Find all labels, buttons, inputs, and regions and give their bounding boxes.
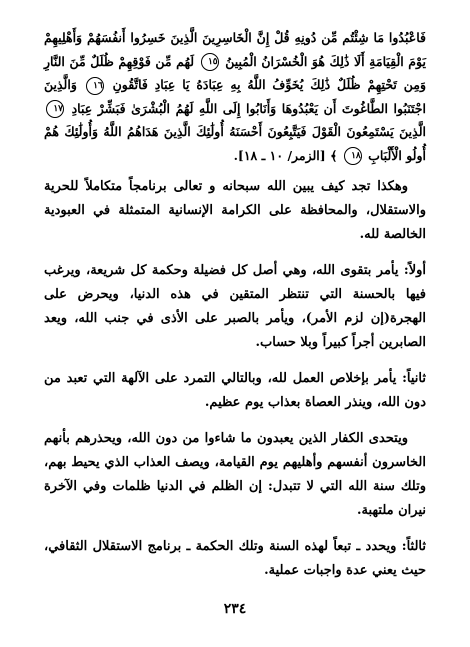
quran-verses [44, 26, 426, 167]
disbelievers-paragraph: ويتحدى الكفار الذين يعبدون ما شاءوا من دون الله، ويحذرهم بأنهم الخاسرون أنفسهم وأهليهم يوم القيامة، ويصف العذاب الذي يحيط بهم، وتلك سنة الله التي لا تتبدل: إن الظلم في الدنيا ظلمات وفي الآخرة نيران ملتهبة. [44, 431, 426, 518]
point-one-paragraph [44, 259, 426, 355]
point-two-text: يأمر بإخلاص العمل لله، وبالتالي التمرد على الآلهة التي تعبد من دون الله، وينذر العصاة بعذاب يوم عظيم. [44, 371, 426, 410]
point-one-text: يأمر بتقوى الله، وهي أصل كل فضيلة وحكمة كل شريعة، ويرغب فيها بالحسنة التي تنتظر المتقين في هذه الدنيا، ويحرض على الهجرة(إن لزم الأمر)، ويأمر بالصبر على الأذى في جنب الله، ويعد الصابرين أجراً كبيراً وبلا حساب. [44, 263, 426, 350]
point-two-lead: ثانياً: [402, 371, 426, 386]
ayah-number-marker: ١٧ [46, 100, 64, 118]
point-two-paragraph [44, 367, 426, 415]
point-one-lead: أولاً: [403, 263, 426, 278]
verse-reference: [الزمر/ ١٠ ـ ١٨]. [233, 147, 326, 163]
ayah-number-marker: ١٦ [86, 77, 104, 95]
verse-segment-4: الَّذِينَ يَسْتَمِعُونَ الْقَوْلَ فَيَتَّبِعُونَ أَحْسَنَهُ أُولَٰئِكَ الَّذِينَ هَدَاهُمُ اللَّهُ وَأُولَٰئِكَ هُمْ أُولُو الْأَلْبَابِ [44, 124, 426, 163]
page-number: ٢٣٤ [223, 601, 247, 617]
verse-segment-1: فَاعْبُدُوا مَا شِئْتُم مِّن دُونِهِ قُلْ إِنَّ الْخَاسِرِينَ الَّذِينَ خَسِرُوا أَنفُسَهُمْ وَأَهْلِيهِمْ يَوْمَ الْقِيَامَةِ أَلَا ذَٰلِكَ هُوَ الْخُسْرَانُ الْمُبِينُ [44, 30, 426, 69]
ayah-number-marker: ١٨ [344, 147, 362, 165]
verse-segment-2: لَهُم مِّن فَوْقِهِمْ ظُلَلٌ مِّنَ النَّارِ وَمِن تَحْتِهِمْ ظُلَلٌ ذَٰلِكَ يُخَوِّفُ اللَّهُ بِهِ عِبَادَهُ يَا عِبَادِ فَاتَّقُونِ [44, 53, 426, 92]
point-three-text: ويحدد ـ تبعاً لهذه السنة وتلك الحكمة ـ برنامج الاستقلال الثقافي، حيث يعني عدة واجبات عملية. [44, 539, 426, 578]
verse-segment-3: وَالَّذِينَ اجْتَنَبُوا الطَّاغُوتَ أَن يَعْبُدُوهَا وَأَنَابُوا إِلَى اللَّهِ لَهُمُ الْبُشْرَىٰ فَبَشِّرْ عِبَادِ [44, 77, 426, 116]
point-three-paragraph [44, 535, 426, 583]
ayah-number-marker: ١٥ [201, 53, 219, 71]
point-three-lead: ثالثاً: [401, 539, 426, 554]
verse-close-bracket: ﴾ [330, 147, 338, 163]
intro-paragraph: وهكذا تجد كيف يبين الله سبحانه و تعالى برنامجاً متكاملاً للحرية والاستقلال، والمحافظة على الكرامة الإنسانية المتمثلة في العبودية الخالصة لله. [44, 179, 426, 242]
